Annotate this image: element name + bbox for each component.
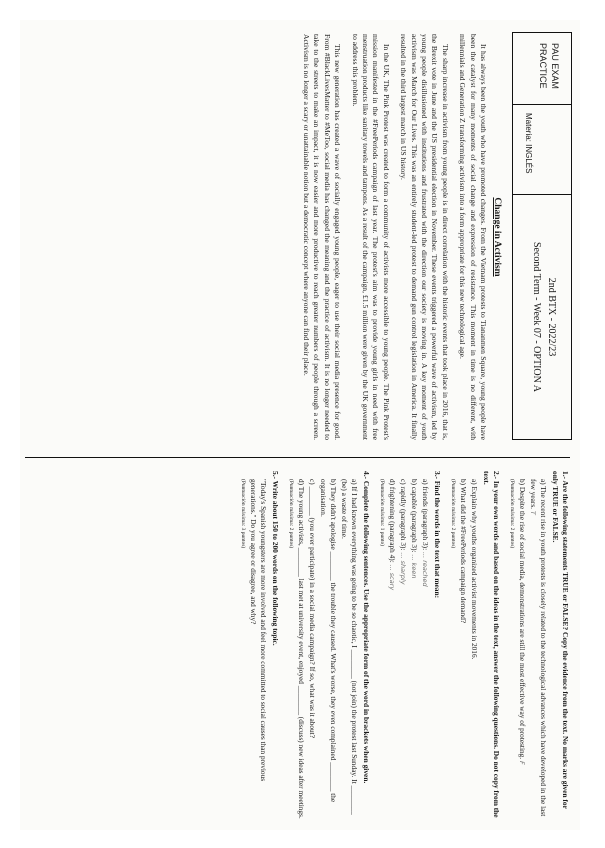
question-2-label: 2.- In your own words and based on the ideas in the text, answer the following questions. Do not copy from the text.: [482, 471, 501, 818]
paragraph-1: It has always been the youth who have promoted changes. From the Vietnam protests to Tiananmen Square, young people have been the catalyst for many moments of social change and expression of resistance. This moment in time is no different, with millennials and Generation Z transforming activism into a form appropriate for this new technological age.: [458, 34, 488, 440]
question-4a: a) If I had known everything was going to be so chaotic, I ________ (not join) the protest last Sunday. It ________ (be) a waste of time.: [340, 479, 359, 815]
reading-section: [20, 20, 580, 450]
handwritten-answer: F: [518, 760, 526, 765]
handwritten-answer: ... sharply: [399, 552, 407, 585]
school-line-1: PAU EXAM: [550, 43, 560, 89]
question-3d: d) frightening (paragraph 4): ... scary: [388, 479, 397, 591]
question-5-label: 5.- Write about 150 to 200 words on the following topic.: [271, 471, 280, 646]
column-divider: [25, 457, 570, 458]
question-5-topic: "Today's Spanish youngsters are more involved and feel more committed to social causes than previous generations." Do you agree or disagree, and why?: [249, 479, 268, 782]
subject-label: Materia: INGLÉS: [524, 113, 533, 174]
question-2a: a) Explain why youths organized activist movements in 2016.: [470, 479, 479, 660]
term-label: Second Term - Week 07 - OPTION A: [531, 241, 542, 393]
paragraph-4: This new generation has created a wave of socially engaged young people, eager to use their social media presence for good. From #BlackLivesMatter to #MeToo, social media has changed the meaning and the practice of activism. It is no longer needed to take to the streets to make an impact, it is now easier and more productive to reach greater numbers of people through a screen. Activism is no longer a scary or unattainable notion but a democratic concept where anyone can find their place.: [301, 34, 343, 440]
subject-cell: [513, 105, 571, 195]
course-label: 2nd BTX - 2022/23: [546, 277, 557, 357]
question-1b: b) Despite the rise of social media, demonstrations are still the most effective way of protesting. F: [518, 479, 527, 765]
question-3: [378, 471, 442, 820]
question-3b: b) capable (paragraph 3): ... keen: [410, 479, 419, 579]
question-1-label: 1.- Are the following statements TRUE or FALSE? Copy the evidence from the text. No marks are given for only TRUE or FALSE.: [551, 471, 570, 809]
question-2b: b) What did the #FreePeriods campaign demand?: [459, 479, 468, 624]
question-1: [508, 471, 570, 820]
question-2: [449, 471, 501, 820]
question-1-score: (Puntuación máxima: 2 puntos): [509, 479, 515, 549]
school-cell: [513, 33, 571, 105]
question-1a: a) The recent rise in youth protests is closely related to the technological advances which have developed in the last few years. T: [529, 479, 548, 817]
text-title: Change in Activism: [492, 197, 502, 277]
handwritten-answer: T: [529, 510, 537, 515]
question-3c: c) rapidly (paragraph 3): ... sharply: [399, 479, 408, 585]
handwritten-answer: ... keen: [410, 554, 418, 579]
question-4-score: (Puntuación máxima: 2 puntos): [288, 479, 294, 549]
exam-sheet: [20, 20, 580, 830]
question-3a: a) friends (paragraph 3): ... reached: [421, 479, 430, 587]
exam-header: [512, 32, 572, 440]
question-4: [287, 471, 371, 820]
question-3-label: 3.- Find the words in the text that mean:: [433, 471, 442, 599]
paragraph-3: In the UK, The Pink Protest was created to form a community of activists more accessible to young people. The Pink Protest's mission manifested in the #FreePeriods campaign of last year. The protest's aim was to provide young girls in need with free menstruation products like sanitary towels and tampons. As a result of the campaign, £1.5 million were given by the UK government to address this problem.: [350, 34, 391, 440]
questions-section: [20, 465, 580, 830]
handwritten-answer: ... reached: [421, 551, 429, 587]
question-5-score: (Puntuación máxima: 3 puntos): [240, 479, 246, 549]
question-5: [239, 471, 280, 820]
question-4b: b) They didn't apologise ________ the trouble they caused. What's worse, they even complained ________ the organisation.: [319, 479, 338, 803]
rotated-page: [20, 20, 580, 830]
question-3-score: (Puntuación máxima: 1 punto): [379, 479, 385, 547]
course-cell: [513, 195, 571, 439]
reading-text: [294, 34, 503, 440]
question-4d: d) The young activists, ________ last met at university event, enjoyed ________ (discuss) new ideas after meetings.: [297, 479, 306, 819]
paragraph-2: The sharp increase in activism from young people is in direct correlation with the historic events that took place in 2016, that is, the Brexit vote in June and the US presidential election in November. These events triggered a powerful wave of activism, led by young people disillusioned with institutions and frustrated with the direction our society is moving in. A key moment of youth activism was March for Our Lives. This was an entirely student-led protest to demand gun control legislation in America. It finally resulted in the third largest march in US history.: [399, 34, 450, 440]
school-line-2: PRACTICE: [538, 43, 548, 89]
question-4-label: 4.- Complete the following sentences. Use the appropriate form of the word in brackets when given.: [362, 471, 371, 784]
question-4c: c) ________ (you ever participate) in a social media campaign? If so, what was it about?: [308, 479, 317, 738]
question-2-score: (Puntuación máxima: 2 puntos): [450, 479, 456, 549]
handwritten-answer: ... scary: [388, 564, 396, 591]
